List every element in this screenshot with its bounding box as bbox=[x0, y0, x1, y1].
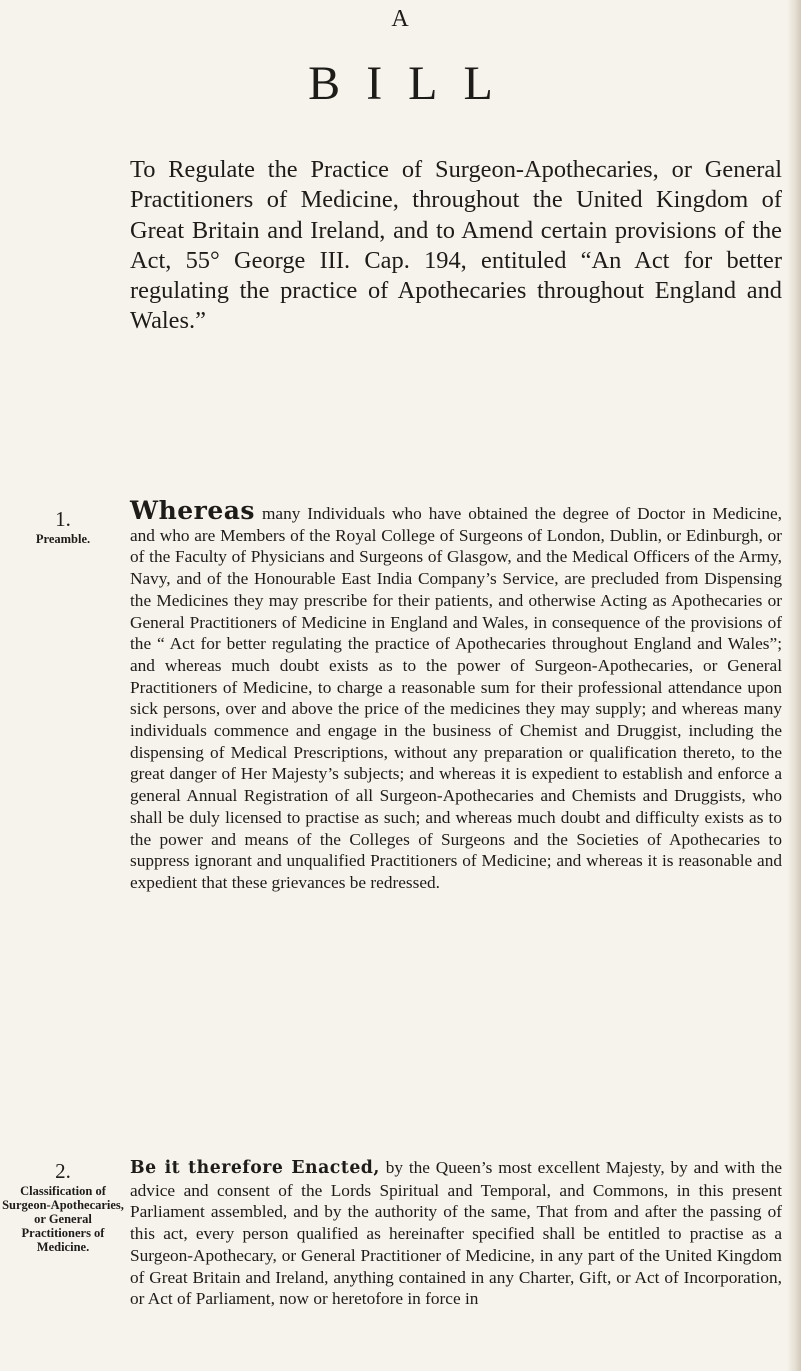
section-1-lead-word: Whereas bbox=[130, 496, 256, 525]
section-number-1: 1. bbox=[55, 507, 71, 531]
margin-note-1 bbox=[0, 506, 126, 546]
bill-title: To Regulate the Practice of Surgeon-Apothecaries, or General Practitioners of Medicine, throughout the United Kingdom of Great Britain and Ireland, and to Amend certain provisions of the Act, 55° George III. Cap. 194, entituled “An Act for better regulating the practice of Apothecaries throughout England and Wales.” bbox=[130, 156, 782, 335]
margin-title-2: Classification of Surgeon-Apothecaries, or General Practitioners of Medicine. bbox=[2, 1184, 124, 1254]
section-1-text: many Individuals who have obtained the degree of Doctor in Medicine, and who are Members of the Royal College of Surgeons of London, Dublin, or Edinburgh, or of the Faculty of Physicians and Surgeons of Glasgow, and the Medical Officers of the Army, Navy, and of the Honourable East India Company’s Service, are precluded from Dispensing the Medicines they may prescribe for their patients, and otherwise Acting as Apothecaries or General Practitioners of Medicine in England and Wales, in consequence of the provisions of the “ Act for better regulating the practice of Apothecaries throughout England and Wales”; and whereas much doubt exists as to the power of Surgeon-Apothecaries, or General Practitioners of Medicine, to charge a reasonable sum for their professional attendance upon sick persons, over and above the price of the medicines they may supply; and whereas many individuals commence and engage in the business of Chemist and Druggist, including the dispensing of Medical Prescriptions, without any preparation or qualification thereto, to the great danger of Her Majesty’s subjects; and whereas it is expedient to establish and enforce a general Annual Registration of all Surgeon-Apothecaries and Chemists and Druggists, who shall be duly licensed to practise as such; and whereas much doubt and difficulty exists as to the power and means of the Colleges of Surgeons and the Societies of Apothecaries to suppress ignorant and unqualified Practitioners of Medicine; and whereas it is reasonable and expedient that these grievances be redressed. bbox=[130, 504, 782, 892]
section-number-2: 2. bbox=[55, 1159, 71, 1183]
margin-title-1: Preamble. bbox=[35, 532, 91, 546]
margin-note-2 bbox=[0, 1158, 126, 1254]
section-2-paragraph bbox=[130, 1157, 782, 1310]
heading-bill: BILL bbox=[308, 57, 519, 110]
section-2-text: by the Queen’s most excellent Majesty, by and with the advice and consent of the Lords Spiritual and Temporal, and Commons, in this present Parliament assembled, and by the authority of the same, That from and after the passing of this act, every person qualified as hereinafter specified shall be entitled to practise as a Surgeon-Apothecary, or General Practitioner of Medicine, in any part of the United Kingdom of Great Britain and Ireland, anything contained in any Charter, Gift, or Act of Incorporation, or Act of Parliament, now or heretofore in force in bbox=[130, 1158, 783, 1309]
page-edge-shadow bbox=[787, 0, 801, 1371]
section-1-paragraph bbox=[130, 496, 782, 894]
section-2-lead-words: Be it therefore Enacted, bbox=[130, 1158, 380, 1178]
heading-a: A bbox=[391, 6, 410, 32]
